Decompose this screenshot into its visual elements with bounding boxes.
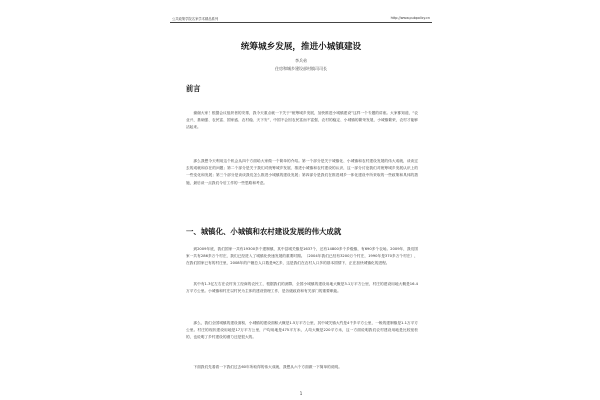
preface-heading: 前言 [186, 84, 201, 93]
page-number: 1 [299, 391, 303, 396]
section-1-heading: 一、城镇化、小城镇和农村建设发展的伟大成就 [186, 227, 342, 236]
section-1-paragraph-4: 下面我们先看看一下我们过去60年所取得的伟大成就，我想从六个方面做一下简单的说明。 [193, 364, 342, 369]
section-1-paragraph-3: 那么，我们全国城镇的建设面积，小城镇的建设面积大概是1.5万平方公里，其中城关镇大约是4千多平方公里，一般的建制镇是1.1万平方公里。村庄的现状建设用地是17万平方公里，户均用地是475平方米，人均大概是220平方米，这一方面说明我们农村建设用地是比较宽松的，也说明了乡村建设的潜力还是很大的。 [186, 320, 418, 340]
page-header [170, 14, 432, 23]
document-title: 统筹城乡发展，推进小城镇建设 [240, 42, 362, 52]
section-1-paragraph-1: 到2009年底，我们国家一共有19300多个建制镇，其中县城关镇是1637个，还有14800多个乡级镇，有690多个农场。2009年，我们国家一共有286多万个村庄，我们已经进入了城镇化快速发展的重要时期。（2004年我们已经有3200万个村庄，1990年是370多万个村庄），在我们国家已有的村庄里，2008年的户籍总人口数是9亿多，这是我们在农村人口多的基本国情下，正在加快城镇化的进程。 [186, 246, 418, 266]
preface-paragraph-1: 谢谢大家！根据会议组织者的安排，我今天重点就一下关于“统筹城乡发展，加快推进小城镇建设”这样一个专题的讲座。大家都知道，“农业兴、基础强、农民富、国家盛、农村稳、天下安”，中国不会因农民富而不富强，农村的稳定、小城镇的繁荣发展，小城镇繁荣，农村才能够活起来。 [186, 110, 418, 130]
header-left-text: 公共政策学院名家学术精品系列 [172, 17, 219, 21]
document-page [170, 14, 432, 394]
preface-paragraph-2: 那么我想今天利用这个机会从四个方面给大家做一个简单的介绍。第一个部分是关于城镇化、小城镇和农村建设发展的伟大成就，谈谈过去的成就和存在的问题；第二个部分是关于我们对统筹城乡发展、推进小城镇和农村建设的认识，这一部分讨论我们对统筹城乡发展认识上的一些变化和发展；第三个部分是谈谈我们怎么推进小城镇的建设发展；第四部分是我们在推进城乡一体化建设中所采取的一些政策和具体的措施，最后谈一点我们今后工作的一些思路和考虑。 [186, 158, 418, 185]
section-1-paragraph-2: 其中有1.3亿左右在农村务工经商的农民工，根据我们的测算，全国小城镇的建设用地大概是3.1万平方公里，村庄的建设用地大概是16.4万平方公里。小城镇和村庄以村民为主体的建设管理工作，是各级政府和有关部门的重要职能。 [186, 281, 418, 293]
document-author: 李兵弟 [295, 58, 307, 63]
author-affiliation: 住房和城乡建设部村镇司司长 [275, 66, 327, 71]
header-url[interactable]: http://www.pubpolicy.cn [390, 16, 430, 20]
